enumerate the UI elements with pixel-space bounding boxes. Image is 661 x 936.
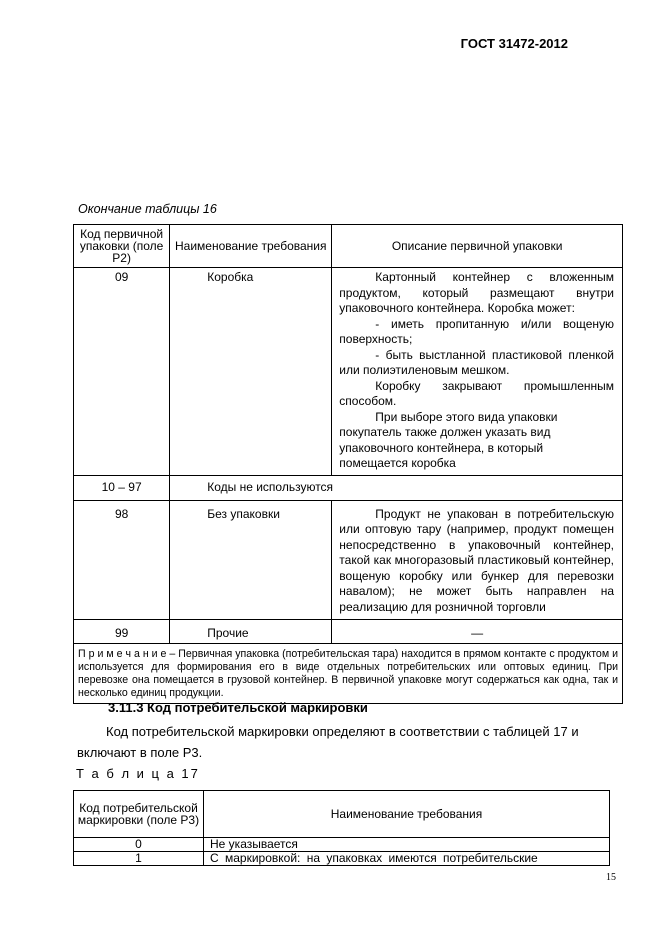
paragraph-line: Код потребительской маркировки определяют в соответствии с таблицей 17 и [106,724,579,739]
table-header-row [74,225,623,268]
table-16-caption: Окончание таблицы 16 [78,202,217,216]
note-label: П р и м е ч а н и е [78,648,167,660]
row-code: 99 [74,620,170,644]
header-code: Код первичной упаковки (поле Р2) [74,225,170,268]
row-name: С маркировкой: на упаковках имеются потребительские [204,852,610,866]
header-name: Наименование требования [204,791,610,838]
desc-paragraph: Картонный контейнер с вложенным продуктом, который размещают внутри упаковочного контейнера. Коробка может: [339,270,614,315]
table-row [74,475,623,500]
header-code: Код потребительской маркировки (поле Р3) [74,791,204,838]
row-code: 09 [74,268,170,476]
table-row [74,620,623,644]
row-code: 1 [74,852,204,866]
table-note [74,644,623,704]
row-code: 0 [74,838,204,852]
row-code: 10 – 97 [74,475,170,500]
row-name: Коробка [170,268,332,476]
table-17-caption: Т а б л и ц а 17 [76,766,200,781]
table-row [74,268,623,476]
desc-paragraph: Продукт не упакован в потребительскую или оптовую тару (например, продукт помещен непосредственно в упаковочный контейнер, такой как многоразовый пластиковый контейнер, вощеную коробку или бункер для перевозки навалом); не может быть направлен на реализацию для розничной торговли [339,506,614,614]
table-row [74,852,610,866]
paragraph-line: включают в поле Р3. [77,745,203,760]
desc-paragraph: При выборе этого вида упаковки покупатель также должен указать вид упаковочного контейнера, в который помещается коробка [339,409,558,470]
table-row [74,838,610,852]
desc-paragraph: - быть выстланной пластиковой пленкой или полиэтиленовым мешком. [339,347,614,377]
row-name: Прочие [170,620,332,644]
row-description [332,500,623,620]
table-16 [73,224,623,704]
row-name: Не указывается [204,838,610,852]
row-name: Без упаковки [170,500,332,620]
page-number: 15 [606,872,616,883]
section-heading: 3.11.3 Код потребительской маркировки [108,700,368,715]
row-name: Коды не используются [170,475,623,500]
document-header: ГОСТ 31472-2012 [460,36,568,51]
row-description: — [332,620,623,644]
desc-paragraph: - иметь пропитанную и/или вощеную поверхность; [339,316,614,346]
header-name: Наименование требования [170,225,332,268]
table-note-row [74,644,623,704]
table-17 [73,790,610,866]
desc-paragraph: Коробку закрывают промышленным способом. [339,378,614,408]
table-header-row [74,791,610,838]
note-text: – Первичная упаковка (потребительская тара) находится в прямом контакте с продуктом и используется для формирования его в виде отдельных потребительских или оптовых единиц. При перевозке она помещается в грузовой контейнер. В первичной упаковке могут содержаться как одна, так и несколько единиц продукции. [78,648,618,699]
table-row [74,500,623,620]
row-description [332,268,623,476]
row-code: 98 [74,500,170,620]
header-description: Описание первичной упаковки [332,225,623,268]
